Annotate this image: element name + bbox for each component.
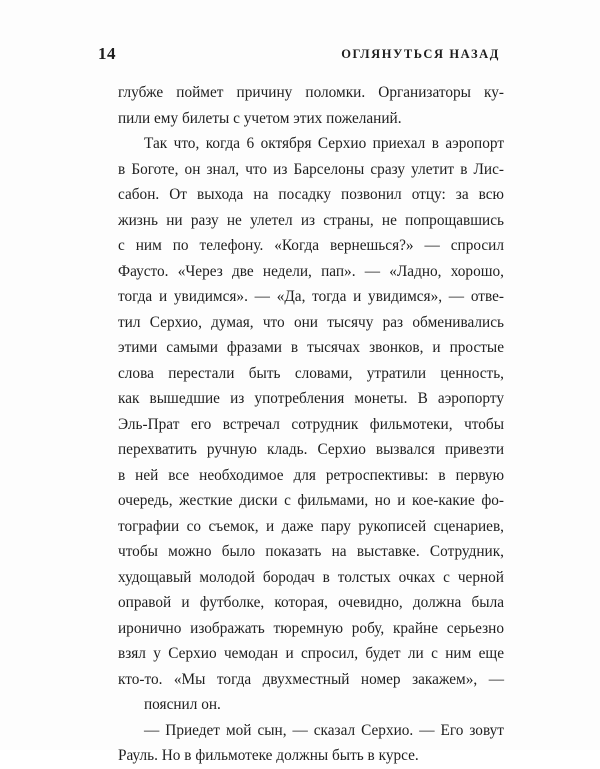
text-line: оправой и футболке, которая, очевидно, должна была bbox=[118, 594, 504, 611]
page-number: 14 bbox=[98, 44, 116, 63]
text-line: в Боготе, он знал, что из Барселоны сразу улетит в Лис- bbox=[118, 160, 504, 178]
text-line: в ней все необходимое для ретроспективы: в первую bbox=[118, 466, 504, 484]
text-line: глубже поймет причину поломки. Организаторы ку- bbox=[118, 84, 504, 101]
text-line: чтобы можно было показать на выставке. Сотрудник, bbox=[118, 543, 504, 560]
text-line: жизнь ни разу не улетел из страны, не попрощавшись bbox=[118, 211, 504, 229]
text-line: перехватить ручную кладь. Серхио вызвался привезти bbox=[118, 441, 504, 458]
text-line: кто-то. «Мы тогда двухместный номер закажем», — bbox=[118, 670, 504, 688]
text-line: пили ему билеты с учетом этих пожеланий. bbox=[118, 109, 402, 127]
text-line: очередь, жесткие диски с фильмами, но и кое-какие фо- bbox=[118, 492, 504, 509]
text-line: Так что, когда 6 октября Серхио приехал в аэропорт bbox=[144, 135, 504, 152]
text-line: тографии со съемок, и даже пару рукописей сценариев, bbox=[118, 517, 504, 535]
text-line: сабон. От выхода на посадку позвонил отцу: за всю bbox=[118, 186, 504, 203]
text-line: — Приедет мой сын, — сказал Серхио. — Его зовут bbox=[144, 721, 504, 739]
text-line: тил Серхио, думая, что они тысячу раз обменивались bbox=[118, 313, 504, 331]
text-line: Эль-Прат его встречал сотрудник фильмотеки, чтобы bbox=[118, 415, 504, 433]
text-line: с ним по телефону. «Когда вернешься?» — спросил bbox=[118, 237, 504, 254]
text-line: Рауль. Но в фильмотеке должны быть в курсе. bbox=[118, 747, 419, 764]
text-line: Фаусто. «Через две недели, пап». — «Ладно, хорошо, bbox=[118, 262, 504, 280]
text-line: как вышедшие из употребления монеты. В аэропорту bbox=[118, 390, 504, 407]
running-title: ОГЛЯНУТЬСЯ НАЗАД bbox=[341, 47, 500, 61]
text-line: этими самыми фразами в тысячах звонков, и простые bbox=[118, 339, 504, 356]
body-text bbox=[118, 80, 504, 769]
text-line: взял у Серхио чемодан и спросил, будет ли с ним еще bbox=[118, 645, 504, 662]
text-line: иронично изображать тюремную робу, крайне серьезно bbox=[118, 619, 504, 637]
text-line: худощавый молодой бородач в толстых очках с черной bbox=[118, 568, 504, 586]
text-line: слова перестали быть словами, утратили ценность, bbox=[118, 364, 504, 382]
text-line: пояснил он. bbox=[144, 696, 221, 713]
text-line: тогда и увидимся». — «Да, тогда и увидимся», — отве- bbox=[118, 288, 504, 305]
